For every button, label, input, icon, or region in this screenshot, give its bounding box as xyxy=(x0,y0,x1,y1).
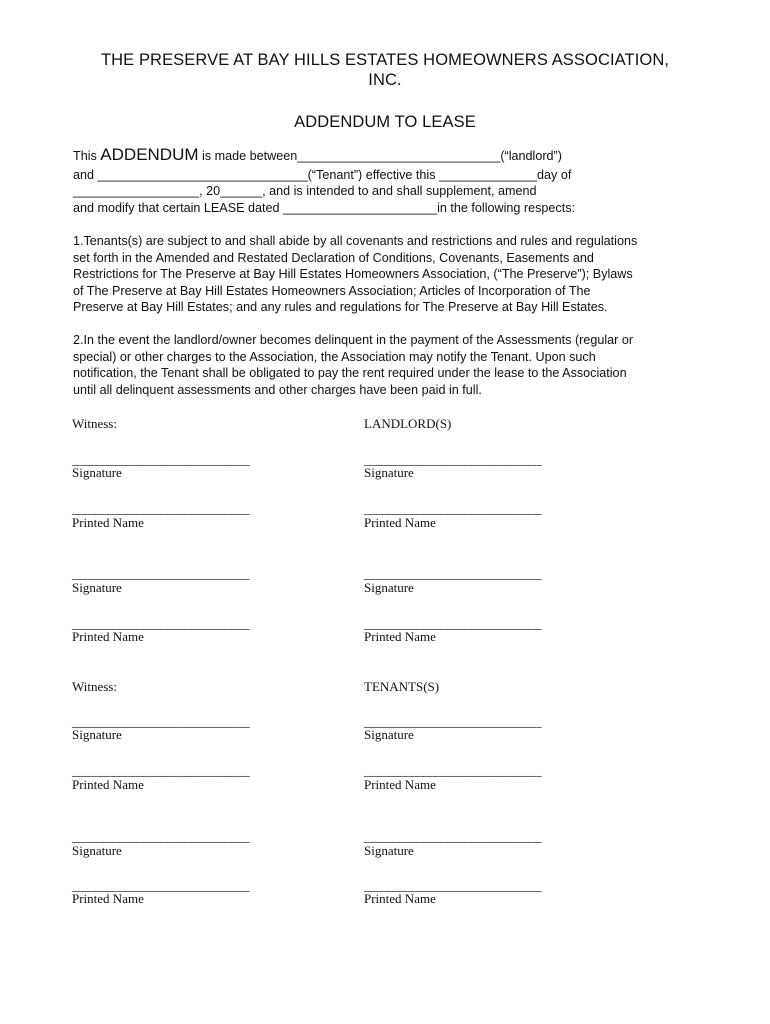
addendum-word: ADDENDUM xyxy=(100,145,199,164)
intro-line-3: __________________, 20______, and is intended to and shall supplement, amend xyxy=(73,184,537,198)
intro-prefix: This xyxy=(73,149,101,163)
printed-name-label: Printed Name xyxy=(364,629,436,644)
intro-line-1-rest: is made between_____________________________(“landlord”) xyxy=(198,149,562,163)
paragraph-2-line: notification, the Tenant shall be obligated to pay the rent required under the lease to the Association xyxy=(73,366,627,380)
printed-name-line[interactable]: ______________________________ xyxy=(364,616,542,631)
signature-line[interactable]: ______________________________ xyxy=(364,714,542,729)
intro-line-2: and ______________________________(“Tenant”) effective this ______________day of xyxy=(73,168,572,182)
printed-name-line[interactable]: ______________________________ xyxy=(364,763,542,778)
printed-name-line[interactable]: ______________________________ xyxy=(72,763,250,778)
signature-label: Signature xyxy=(72,580,122,595)
printed-name-line[interactable]: ______________________________ xyxy=(364,501,542,516)
printed-name-line[interactable]: ______________________________ xyxy=(72,878,250,893)
intro-line-1 xyxy=(73,146,713,165)
witness-label: Witness: xyxy=(72,679,117,694)
paragraph-1 xyxy=(73,233,703,316)
signature-line[interactable]: ______________________________ xyxy=(72,829,250,844)
printed-name-line[interactable]: ______________________________ xyxy=(72,616,250,631)
signature-label: Signature xyxy=(364,465,414,480)
printed-name-label: Printed Name xyxy=(72,891,144,906)
printed-name-label: Printed Name xyxy=(364,891,436,906)
paragraph-2 xyxy=(73,332,703,398)
paragraph-2-line: 2.In the event the landlord/owner becomes delinquent in the payment of the Assessments (regular or xyxy=(73,333,634,347)
signature-line[interactable]: ______________________________ xyxy=(72,566,250,581)
paragraph-1-line: Restrictions for The Preserve at Bay Hill Estates Homeowners Association, (“The Preserve”); Bylaws xyxy=(73,267,633,281)
tenants-label: TENANTS(S) xyxy=(364,679,440,694)
paragraph-2-line: special) or other charges to the Association, the Association may notify the Tenant. Upon such xyxy=(73,349,596,364)
printed-name-label: Printed Name xyxy=(364,777,436,792)
paragraph-1-line: set forth in the Amended and Restated Declaration of Conditions, Covenants, Easements and xyxy=(73,250,594,265)
witness-label: Witness: xyxy=(72,416,117,431)
intro-line-4: and modify that certain LEASE dated ______________________in the following respects: xyxy=(73,201,576,215)
signature-label: Signature xyxy=(364,580,414,595)
printed-name-label: Printed Name xyxy=(72,515,144,530)
association-title-line-1: THE PRESERVE AT BAY HILLS ESTATES HOMEOWNERS ASSOCIATION, xyxy=(100,51,670,69)
addendum-heading: ADDENDUM TO LEASE xyxy=(294,113,476,131)
printed-name-label: Printed Name xyxy=(72,777,144,792)
signature-label: Signature xyxy=(72,843,122,858)
landlords-label: LANDLORD(S) xyxy=(364,416,452,431)
signature-line[interactable]: ______________________________ xyxy=(72,452,250,467)
signature-label: Signature xyxy=(72,727,122,742)
paragraph-1-line: Preserve at Bay Hill Estates; and any rules and regulations for The Preserve at Bay Hill Estates. xyxy=(73,300,608,314)
signature-line[interactable]: ______________________________ xyxy=(364,829,542,844)
printed-name-line[interactable]: ______________________________ xyxy=(364,878,542,893)
paragraph-2-line: until all delinquent assessments and other charges have been paid in full. xyxy=(73,382,482,397)
printed-name-label: Printed Name xyxy=(364,515,436,530)
association-title-line-2: INC. xyxy=(368,71,402,89)
signature-line[interactable]: ______________________________ xyxy=(72,714,250,729)
signature-label: Signature xyxy=(364,727,414,742)
signature-label: Signature xyxy=(364,843,414,858)
paragraph-1-line: of The Preserve at Bay Hill Estates Homeowners Association; Articles of Incorporation of The xyxy=(73,283,591,298)
printed-name-line[interactable]: ______________________________ xyxy=(72,501,250,516)
signature-line[interactable]: ______________________________ xyxy=(364,566,542,581)
printed-name-label: Printed Name xyxy=(72,629,144,644)
paragraph-1-line: 1.Tenants(s) are subject to and shall abide by all covenants and restrictions and rules and regulations xyxy=(73,234,638,248)
signature-line[interactable]: ______________________________ xyxy=(364,452,542,467)
signature-label: Signature xyxy=(72,465,122,480)
